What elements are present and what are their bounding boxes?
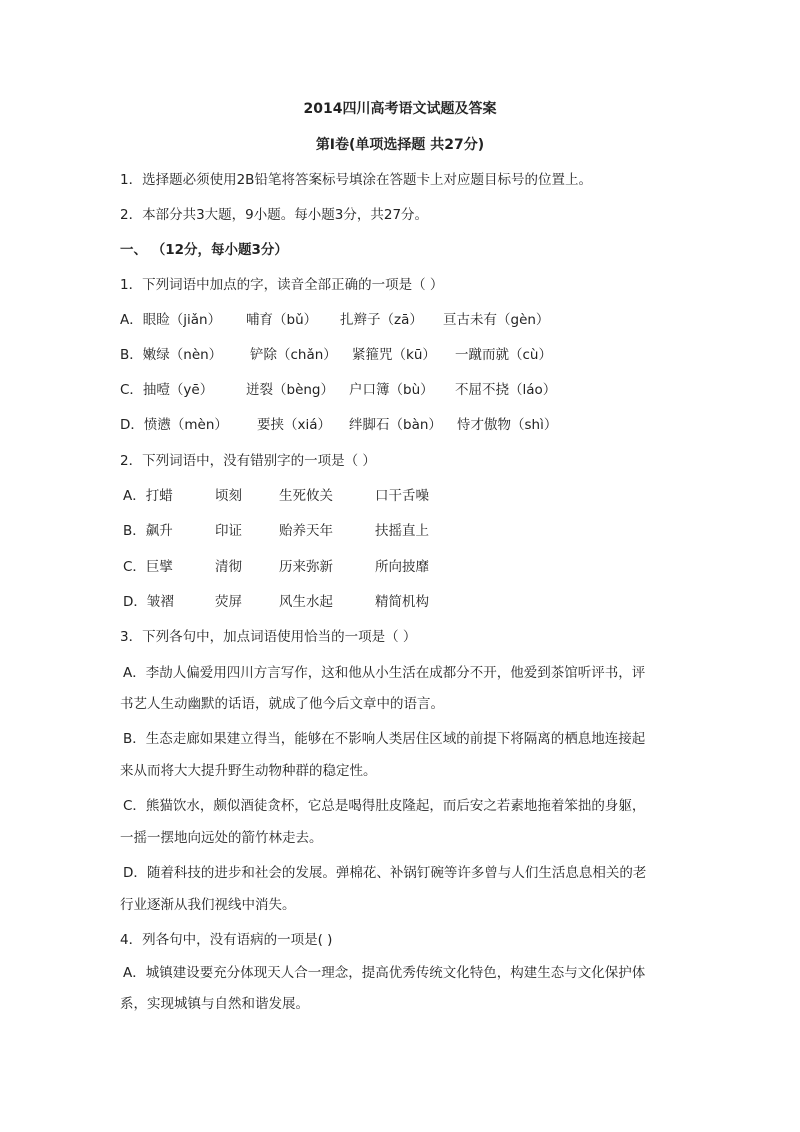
option-text: 所向披靡 — [375, 559, 429, 575]
question-3-option-c-line-1: C．熊猫饮水，颇似酒徒贪杯，它总是喝得肚皮隆起，而后安之若素地拖着笨拙的身躯， — [123, 798, 646, 814]
question-3-option-a-line-1: A．李劼人偏爱用四川方言写作，这和他从小生活在成都分不开，他爱到茶馆听评书，评 — [123, 665, 646, 681]
option-text: 户口簿（bù） — [349, 382, 434, 398]
option-text: A．打蜡 — [123, 488, 173, 504]
option-text: C．巨擘 — [123, 559, 173, 575]
option-text: B．飙升 — [123, 523, 173, 539]
instruction-2: 2．本部分共3大题，9小题。每小题3分，共27分。 — [120, 207, 429, 223]
option-text: 绊脚石（bàn） — [349, 417, 442, 433]
option-text: 荧屏 — [215, 594, 242, 610]
option-text: 哺育（bǔ） — [246, 312, 318, 328]
option-text: 风生水起 — [279, 594, 333, 610]
question-3-option-b-line-2: 来从而将大大提升野生动物种群的稳定性。 — [120, 763, 377, 779]
question-1-stem: 1．下列词语中加点的字，读音全部正确的一项是（ ） — [120, 277, 444, 293]
option-text: B．嫩绿（nèn） — [120, 347, 223, 363]
option-text: 迸裂（bèng） — [246, 382, 335, 398]
document-title: 2014四川高考语文试题及答案 — [303, 101, 497, 117]
option-text: 紧箍咒（kū） — [352, 347, 436, 363]
option-text: 铲除（chǎn） — [250, 347, 337, 363]
option-text: 印证 — [215, 523, 242, 539]
question-2-stem: 2．下列词语中，没有错别字的一项是（ ） — [120, 453, 376, 469]
option-text: D．皱褶 — [123, 594, 174, 610]
option-text: 扎辫子（zā） — [340, 312, 423, 328]
option-text: D．愤懑（mèn） — [120, 417, 228, 433]
option-text: 口干舌噪 — [375, 488, 429, 504]
option-text: 清彻 — [215, 559, 242, 575]
part-one-heading: 一、 （12分，每小题3分） — [120, 242, 288, 258]
question-4-stem: 4．列各句中，没有语病的一项是( ) — [120, 932, 333, 948]
option-text: A．眼睑（jiǎn） — [120, 312, 222, 328]
question-3-option-a-line-2: 书艺人生动幽默的话语，就成了他今后文章中的语言。 — [120, 696, 444, 712]
instruction-1: 1．选择题必须使用2B铅笔将答案标号填涂在答题卡上对应题目标号的位置上。 — [120, 172, 592, 188]
option-text: 不屈不挠（láo） — [455, 382, 557, 398]
question-4-option-a-line-2: 系，实现城镇与自然和谐发展。 — [120, 996, 309, 1012]
question-3-stem: 3．下列各句中，加点词语使用恰当的一项是（ ） — [120, 629, 417, 645]
option-text: 一蹴而就（cù） — [455, 347, 552, 363]
section-title: 第I卷(单项选择题 共27分) — [315, 137, 485, 153]
question-3-option-b-line-1: B．生态走廊如果建立得当，能够在不影响人类居住区域的前提下将隔离的栖息地连接起 — [123, 731, 646, 747]
option-text: 亘古未有（gèn） — [443, 312, 550, 328]
option-text: 生死攸关 — [279, 488, 333, 504]
option-text: 历来弥新 — [279, 559, 333, 575]
option-text: 扶摇直上 — [375, 523, 429, 539]
option-text: 顷刻 — [215, 488, 242, 504]
option-text: 精简机构 — [375, 594, 429, 610]
question-3-option-d-line-1: D．随着科技的进步和社会的发展。弹棉花、补锅钉碗等许多曾与人们生活息息相关的老 — [123, 865, 647, 881]
question-3-option-d-line-2: 行业逐渐从我们视线中消失。 — [120, 897, 296, 913]
option-text: 要挟（xiá） — [257, 417, 332, 433]
question-3-option-c-line-2: 一摇一摆地向远处的箭竹林走去。 — [120, 830, 323, 846]
option-text: 贻养天年 — [279, 523, 333, 539]
question-4-option-a-line-1: A．城镇建设要充分体现天人合一理念，提高优秀传统文化特色，构建生态与文化保护体 — [123, 965, 646, 981]
option-text: 恃才傲物（shì） — [457, 417, 558, 433]
option-text: C．抽噎（yē） — [120, 382, 214, 398]
